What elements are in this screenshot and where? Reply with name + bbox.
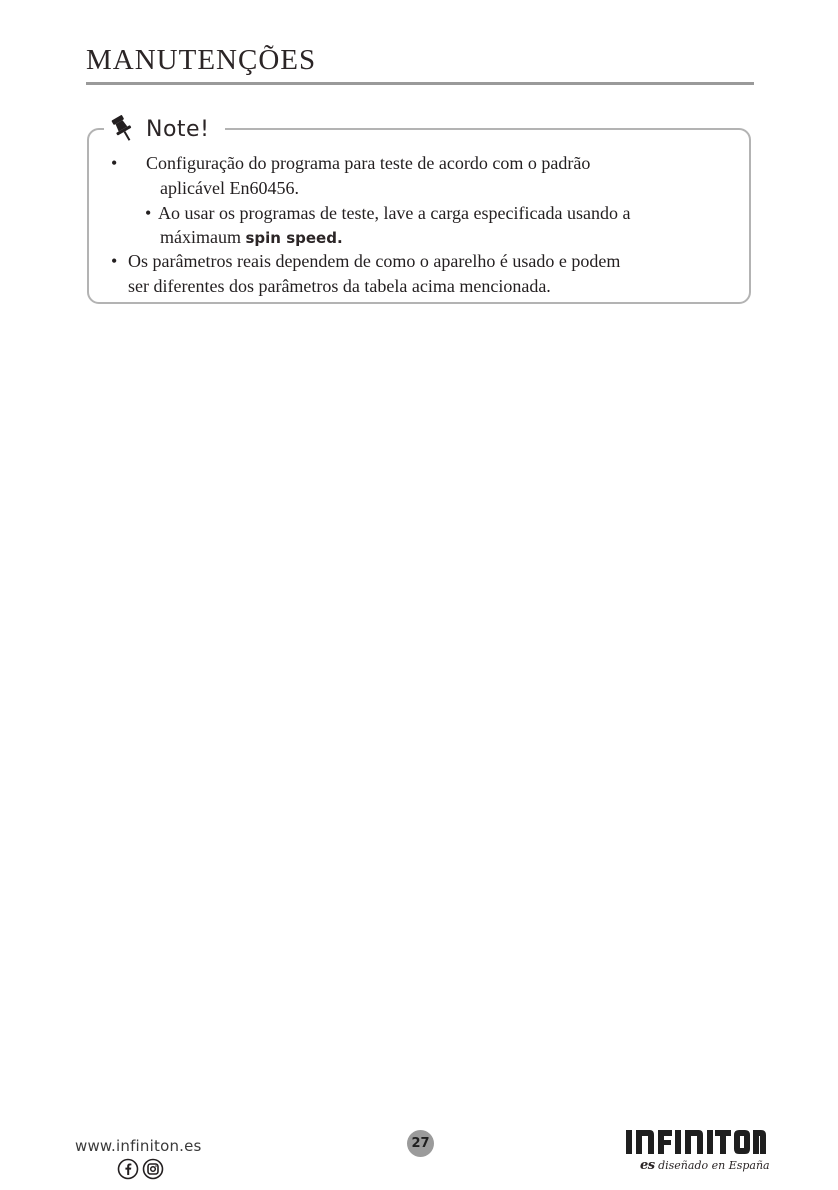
bullet-1: • <box>111 153 118 173</box>
bullet-2: • <box>145 203 152 223</box>
note-header <box>104 112 225 146</box>
page-title: MANUTENÇÕES <box>86 44 317 76</box>
pushpin-icon <box>110 114 136 144</box>
brand-tagline <box>640 1158 770 1173</box>
instagram-icon[interactable] <box>142 1158 164 1180</box>
brand-logo <box>624 1127 768 1157</box>
note-item-1-line-1: Configuração do programa para teste de acordo com o padrão <box>146 153 591 173</box>
bullet-3: • <box>111 251 118 271</box>
spin-speed-term: spin speed. <box>245 229 343 247</box>
page-number: 27 <box>407 1130 434 1157</box>
tagline-es: es <box>640 1158 655 1173</box>
note-label: Note! <box>146 116 210 142</box>
note-item-3-line-2: ser diferentes dos parâmetros da tabela acima mencionada. <box>128 276 551 296</box>
tagline-text: diseñado en España <box>658 1159 770 1172</box>
note-item-3-line-1: Os parâmetros reais dependem de como o aparelho é usado e podem <box>128 251 621 271</box>
title-divider <box>86 82 754 85</box>
website-link[interactable]: www.infiniton.es <box>75 1137 202 1155</box>
note-item-1-line-2: aplicável En60456. <box>160 178 299 198</box>
note-item-2-line-2 <box>160 225 343 250</box>
facebook-icon[interactable] <box>117 1158 139 1180</box>
note-item-2-line-1: Ao usar os programas de teste, lave a carga especificada usando a <box>158 203 631 223</box>
note-item-2-word: máximaum <box>160 227 241 247</box>
social-links <box>117 1158 164 1180</box>
